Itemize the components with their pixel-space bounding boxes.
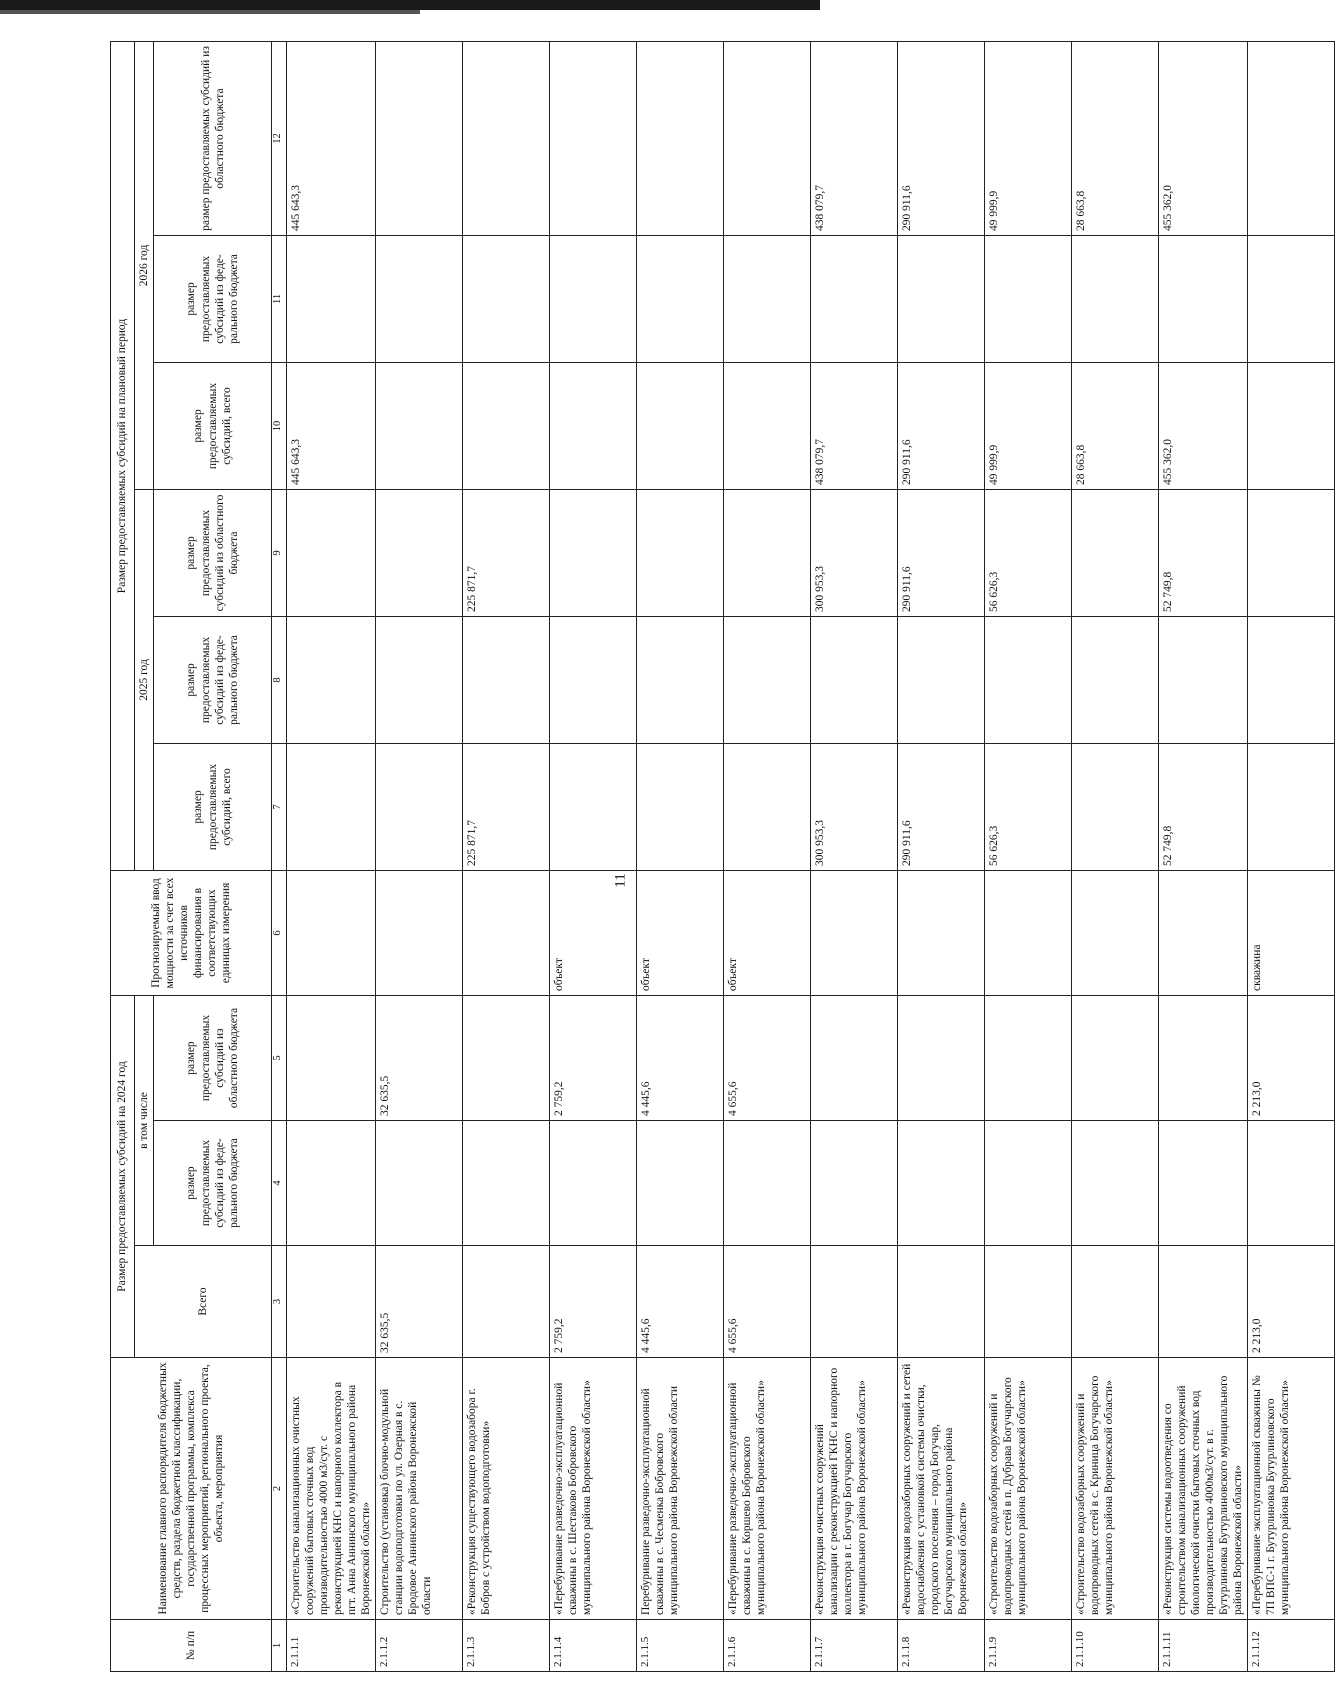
cell-fed-2026 <box>811 235 898 362</box>
table-row <box>1072 41 1159 1671</box>
cell-capacity <box>1159 870 1248 995</box>
cell-fed-2026 <box>637 235 724 362</box>
cell-total-2026: 445 643,3 <box>287 362 376 489</box>
cell-reg-2026 <box>724 41 811 235</box>
row-name: «Реконструкция водозаборных сооружений и сетей водоснабжения с установкой системы очистки, городского поселения – город Богучар, Богучарского муниципального района Воронежской области» <box>898 1358 985 1620</box>
table-row <box>637 41 724 1671</box>
header-reg-2026: размер предоставляемых субсидий из областного бюджета <box>154 41 272 235</box>
header-fed-2026: размер предоставляемых субсидий из феде-рального бюджета <box>154 235 272 362</box>
row-number: 2.1.1.6 <box>724 1620 811 1672</box>
cell-total-2025: 52 749,8 <box>1159 743 1248 870</box>
cell-reg-2026: 438 079,7 <box>811 41 898 235</box>
page-number: 11 <box>612 873 629 888</box>
cell-reg-2025: 52 749,8 <box>1159 489 1248 616</box>
col-num: 5 <box>272 995 287 1120</box>
cell-fed-2026 <box>1072 235 1159 362</box>
cell-reg-2025: 300 953,3 <box>811 489 898 616</box>
row-name: «Реконструкция системы водоотведения со строительством канализационных сооружений биологической очистки бытовых сточных вод производительностью 4000м3/сут. в г. Бутурлиновка Бутурлиновского муниципального района Воронежской области» <box>1159 1358 1248 1620</box>
col-num: 9 <box>272 489 287 616</box>
cell-reg-2026 <box>376 41 463 235</box>
header-total-2024: Всего <box>135 1246 272 1358</box>
cell-total-2026 <box>550 362 637 489</box>
cell-fed-2024 <box>550 1121 637 1246</box>
cell-reg-2025 <box>287 489 376 616</box>
cell-fed-2025 <box>550 616 637 743</box>
row-number: 2.1.1.2 <box>376 1620 463 1672</box>
cell-fed-2025 <box>463 616 550 743</box>
row-number: 2.1.1.5 <box>637 1620 724 1672</box>
cell-reg-2024 <box>1072 995 1159 1120</box>
cell-total-2024: 2 759,2 <box>550 1246 637 1358</box>
table-row <box>287 41 376 1671</box>
cell-reg-2026: 455 362,0 <box>1159 41 1248 235</box>
cell-capacity: объект <box>724 870 811 995</box>
col-num: 4 <box>272 1121 287 1246</box>
cell-fed-2025 <box>985 616 1072 743</box>
header-total-2026: размер предоставляемых субсидий, всего <box>154 362 272 489</box>
table-row <box>550 41 637 1671</box>
cell-total-2026: 290 911,6 <box>898 362 985 489</box>
col-num: 7 <box>272 743 287 870</box>
cell-reg-2024 <box>1159 995 1248 1120</box>
cell-reg-2024: 4 655,6 <box>724 995 811 1120</box>
cell-total-2024 <box>811 1246 898 1358</box>
table-row <box>985 41 1072 1671</box>
cell-total-2025 <box>376 743 463 870</box>
scan-edge-shadow <box>0 10 420 14</box>
row-number: 2.1.1.10 <box>1072 1620 1159 1672</box>
cell-total-2026 <box>724 362 811 489</box>
cell-reg-2025 <box>1072 489 1159 616</box>
row-name: Строительство (установка) блочно-модульной станции водоподготовки по ул. Озерная в с. Бродовое Аннинского района Воронежской области <box>376 1358 463 1620</box>
row-name: «Перебуривание эксплуатационной скважины № 7П ВПС-1 г. Бутурлиновка Бутурлиновского муниципального района Воронежской области» <box>1248 1358 1335 1620</box>
col-num: 6 <box>272 870 287 995</box>
cell-capacity <box>811 870 898 995</box>
cell-reg-2026: 290 911,6 <box>898 41 985 235</box>
cell-reg-2025 <box>1248 489 1335 616</box>
col-num: 10 <box>272 362 287 489</box>
cell-fed-2025 <box>811 616 898 743</box>
cell-capacity <box>1072 870 1159 995</box>
table-body <box>272 41 1335 1671</box>
cell-total-2025 <box>637 743 724 870</box>
cell-reg-2024: 2 759,2 <box>550 995 637 1120</box>
table-row <box>376 41 463 1671</box>
cell-total-2025 <box>287 743 376 870</box>
row-name: «Строительство водозаборных сооружений и водопроводных сетей в с. Криница Богучарского муниципального района Воронежской области» <box>1072 1358 1159 1620</box>
cell-fed-2026 <box>898 235 985 362</box>
column-number-row <box>272 41 287 1671</box>
row-name: «Строительство водозаборных сооружений и водопроводных сетей в п. Дубрава Богучарского муниципального района Воронежской области» <box>985 1358 1072 1620</box>
cell-reg-2026 <box>1248 41 1335 235</box>
row-number: 2.1.1.7 <box>811 1620 898 1672</box>
row-number: 2.1.1.4 <box>550 1620 637 1672</box>
cell-reg-2024 <box>898 995 985 1120</box>
cell-total-2026: 28 663,8 <box>1072 362 1159 489</box>
cell-fed-2025 <box>898 616 985 743</box>
col-num: 11 <box>272 235 287 362</box>
col-num: 8 <box>272 616 287 743</box>
cell-reg-2024 <box>287 995 376 1120</box>
cell-fed-2025 <box>1159 616 1248 743</box>
table-row <box>898 41 985 1671</box>
cell-reg-2025: 225 871,7 <box>463 489 550 616</box>
cell-fed-2025 <box>376 616 463 743</box>
cell-reg-2025 <box>550 489 637 616</box>
cell-total-2024: 4 655,6 <box>724 1246 811 1358</box>
table-row <box>1159 41 1248 1671</box>
cell-fed-2024 <box>1072 1121 1159 1246</box>
col-num: 3 <box>272 1246 287 1358</box>
row-name: «Перебуривание разведочно-эксплуатационной скважины в с. Шестаково Бобровского муниципального района Воронежской области» <box>550 1358 637 1620</box>
col-num: 1 <box>272 1620 287 1672</box>
cell-reg-2026: 49 999,9 <box>985 41 1072 235</box>
cell-fed-2024 <box>637 1121 724 1246</box>
cell-fed-2024 <box>724 1121 811 1246</box>
cell-reg-2024 <box>985 995 1072 1120</box>
cell-fed-2024 <box>1248 1121 1335 1246</box>
subsidy-table <box>110 41 1335 1672</box>
col-num: 12 <box>272 41 287 235</box>
header-total-2025: размер предоставляемых субсидий, всего <box>154 743 272 870</box>
cell-reg-2025 <box>376 489 463 616</box>
table-row <box>724 41 811 1671</box>
row-number: 2.1.1.1 <box>287 1620 376 1672</box>
table-row <box>811 41 898 1671</box>
cell-reg-2026: 445 643,3 <box>287 41 376 235</box>
cell-total-2024: 32 635,5 <box>376 1246 463 1358</box>
cell-reg-2024: 32 635,5 <box>376 995 463 1120</box>
header-fed-2025: размер предоставляемых субсидий из феде-рального бюджета <box>154 616 272 743</box>
header-year-2026: 2026 год <box>135 41 154 489</box>
cell-fed-2025 <box>1072 616 1159 743</box>
scan-edge <box>0 0 820 10</box>
cell-reg-2025 <box>724 489 811 616</box>
cell-reg-2026 <box>550 41 637 235</box>
cell-fed-2024 <box>376 1121 463 1246</box>
header-year-2025: 2025 год <box>135 489 154 870</box>
row-name: «Строительство канализационных очистных сооружений бытовых сточных вод производительностью 4000 м3/сут. с реконструкцией КНС и напорного коллектора в пгт. Анна Аннинского муниципального района Воронежской области» <box>287 1358 376 1620</box>
cell-total-2025 <box>1072 743 1159 870</box>
cell-fed-2026 <box>724 235 811 362</box>
cell-total-2026 <box>637 362 724 489</box>
cell-reg-2025: 290 911,6 <box>898 489 985 616</box>
cell-total-2025: 56 626,3 <box>985 743 1072 870</box>
cell-fed-2026 <box>1159 235 1248 362</box>
cell-capacity <box>898 870 985 995</box>
cell-total-2026: 49 999,9 <box>985 362 1072 489</box>
cell-total-2025 <box>724 743 811 870</box>
row-name: «Перебуривание разведочно-эксплуатационной скважины в с. Коршево Бобровского муниципального района Воронежской области» <box>724 1358 811 1620</box>
cell-reg-2026 <box>637 41 724 235</box>
row-number: 2.1.1.8 <box>898 1620 985 1672</box>
cell-total-2025 <box>1248 743 1335 870</box>
row-number: 2.1.1.12 <box>1248 1620 1335 1672</box>
cell-capacity: объект <box>637 870 724 995</box>
header-group-plan: Размер предоставляемых субсидий на плановый период <box>111 41 135 870</box>
cell-reg-2024: 4 445,6 <box>637 995 724 1120</box>
header-group-2024: Размер предоставляемых субсидий на 2024 год <box>111 995 135 1357</box>
cell-reg-2024 <box>463 995 550 1120</box>
cell-total-2024 <box>287 1246 376 1358</box>
cell-total-2024 <box>985 1246 1072 1358</box>
cell-capacity <box>463 870 550 995</box>
row-number: 2.1.1.9 <box>985 1620 1072 1672</box>
cell-capacity: скважина <box>1248 870 1335 995</box>
cell-total-2026 <box>1248 362 1335 489</box>
header-col-name: Наименование главного распорядителя бюджетных средств, раздела бюджетной классификации, государственной программы, комплекса процессных мероприятий, регионального проекта, объекта, мероприятия <box>111 1358 272 1620</box>
cell-fed-2026 <box>463 235 550 362</box>
cell-reg-2025 <box>637 489 724 616</box>
cell-reg-2024 <box>811 995 898 1120</box>
cell-total-2025: 300 953,3 <box>811 743 898 870</box>
cell-capacity <box>376 870 463 995</box>
cell-fed-2026 <box>376 235 463 362</box>
cell-total-2024 <box>898 1246 985 1358</box>
cell-reg-2025: 56 626,3 <box>985 489 1072 616</box>
header-col-no: № п/п <box>111 1620 272 1672</box>
cell-total-2026: 455 362,0 <box>1159 362 1248 489</box>
cell-total-2024 <box>1159 1246 1248 1358</box>
cell-reg-2026: 28 663,8 <box>1072 41 1159 235</box>
cell-total-2026 <box>463 362 550 489</box>
table-row <box>1248 41 1335 1671</box>
cell-fed-2026 <box>1248 235 1335 362</box>
row-number: 2.1.1.3 <box>463 1620 550 1672</box>
cell-total-2025: 225 871,7 <box>463 743 550 870</box>
cell-fed-2024 <box>1159 1121 1248 1246</box>
cell-fed-2024 <box>985 1121 1072 1246</box>
cell-fed-2024 <box>811 1121 898 1246</box>
header-reg-2024: размер предоставляемых субсидий из областного бюджета <box>154 995 272 1120</box>
rotated-table-wrapper <box>110 42 1292 1672</box>
cell-capacity <box>985 870 1072 995</box>
cell-fed-2026 <box>550 235 637 362</box>
cell-fed-2025 <box>724 616 811 743</box>
cell-total-2024 <box>1072 1246 1159 1358</box>
col-num: 2 <box>272 1358 287 1620</box>
cell-reg-2026 <box>463 41 550 235</box>
table-row <box>463 41 550 1671</box>
cell-total-2024: 2 213,0 <box>1248 1246 1335 1358</box>
cell-fed-2025 <box>287 616 376 743</box>
header-fed-2024: размер предоставляемых субсидий из феде-рального бюджета <box>154 1121 272 1246</box>
cell-fed-2024 <box>287 1121 376 1246</box>
cell-total-2024: 4 445,6 <box>637 1246 724 1358</box>
cell-fed-2025 <box>1248 616 1335 743</box>
cell-total-2025 <box>550 743 637 870</box>
cell-fed-2026 <box>985 235 1072 362</box>
cell-capacity: объект <box>550 870 637 995</box>
cell-total-2024 <box>463 1246 550 1358</box>
row-name: «Реконструкция очистных сооружений канализации с реконструкцией ГКНС и напорного коллектора в г. Богучар Богучарского муниципального района Воронежской области» <box>811 1358 898 1620</box>
cell-total-2025: 290 911,6 <box>898 743 985 870</box>
cell-fed-2025 <box>637 616 724 743</box>
row-name: «Реконструкция существующего водозабора г. Бобров с устройством водоподготовки» <box>463 1358 550 1620</box>
header-capacity: Прогнозируемый ввод мощности за счет всех источников финансирования в соответствующих единицах измерения <box>111 870 272 995</box>
row-name: Перебуривание разведочно-эксплуатационной скважины в с. Чесменка Бобровского муниципального района Воронежской области <box>637 1358 724 1620</box>
cell-fed-2024 <box>463 1121 550 1246</box>
cell-fed-2026 <box>287 235 376 362</box>
cell-total-2026: 438 079,7 <box>811 362 898 489</box>
cell-total-2026 <box>376 362 463 489</box>
header-incl: в том числе <box>135 995 154 1245</box>
row-number: 2.1.1.11 <box>1159 1620 1248 1672</box>
header-reg-2025: размер предоставляемых субсидий из областного бюджета <box>154 489 272 616</box>
cell-fed-2024 <box>898 1121 985 1246</box>
cell-capacity <box>287 870 376 995</box>
cell-reg-2024: 2 213,0 <box>1248 995 1335 1120</box>
